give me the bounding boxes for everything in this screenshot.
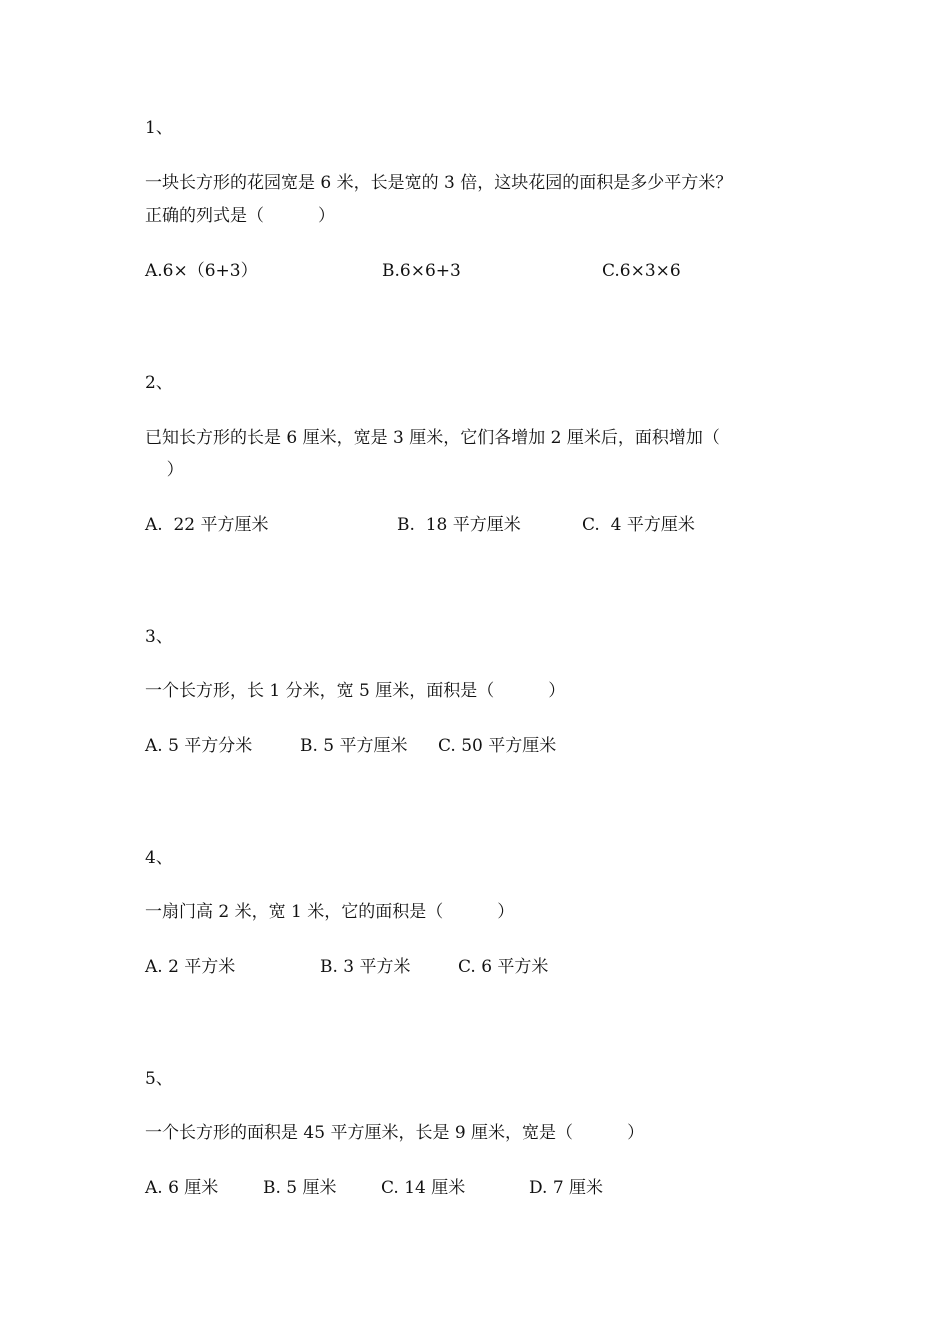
question-2-option-a: A. 22 平方厘米 xyxy=(145,515,269,535)
question-2-option-c: C. 4 平方厘米 xyxy=(582,515,695,535)
question-1-stem-line-2: 正确的列式是（ ） xyxy=(145,206,336,226)
question-4-options xyxy=(145,954,785,980)
question-2-options xyxy=(145,512,785,538)
question-5-options xyxy=(145,1175,785,1201)
question-1-option-a: A.6×（6+3） xyxy=(145,261,258,281)
question-4-option-c: C. 6 平方米 xyxy=(458,957,549,977)
question-3-option-a: A. 5 平方分米 xyxy=(145,736,253,756)
question-5-stem-line-1: 一个长方形的面积是 45 平方厘米，长是 9 厘米，宽是（ ） xyxy=(145,1123,645,1143)
question-1-stem-line-1: 一块长方形的花园宽是 6 米，长是宽的 3 倍，这块花园的面积是多少平方米？ xyxy=(145,173,733,193)
question-3-option-b: B. 5 平方厘米 xyxy=(300,736,408,756)
question-3-stem-line-1: 一个长方形，长 1 分米，宽 5 厘米，面积是（ ） xyxy=(145,681,566,701)
question-1-option-c: C.6×3×6 xyxy=(602,261,681,281)
question-5-option-d: D. 7 厘米 xyxy=(529,1178,604,1198)
question-2-number: 2、 xyxy=(145,373,173,393)
question-4-option-a: A. 2 平方米 xyxy=(145,957,236,977)
question-2-option-b: B. 18 平方厘米 xyxy=(397,515,521,535)
question-4-option-b: B. 3 平方米 xyxy=(320,957,411,977)
question-1-number: 1、 xyxy=(145,118,173,138)
question-4-stem-line-1: 一扇门高 2 米，宽 1 米，它的面积是（ ） xyxy=(145,902,515,922)
question-5-option-a: A. 6 厘米 xyxy=(145,1178,219,1198)
question-2-stem-line-2: ） xyxy=(145,460,184,480)
question-5-option-b: B. 5 厘米 xyxy=(263,1178,337,1198)
question-1-options xyxy=(145,258,785,284)
question-3-option-c: C. 50 平方厘米 xyxy=(438,736,557,756)
question-5-option-c: C. 14 厘米 xyxy=(381,1178,466,1198)
question-3-number: 3、 xyxy=(145,627,173,647)
question-1-option-b: B.6×6+3 xyxy=(382,261,461,281)
question-3-options xyxy=(145,733,785,759)
question-2-stem-line-1: 已知长方形的长是 6 厘米，宽是 3 厘米，它们各增加 2 厘米后，面积增加（ xyxy=(145,428,720,448)
question-5-number: 5、 xyxy=(145,1069,173,1089)
question-4-number: 4、 xyxy=(145,848,173,868)
